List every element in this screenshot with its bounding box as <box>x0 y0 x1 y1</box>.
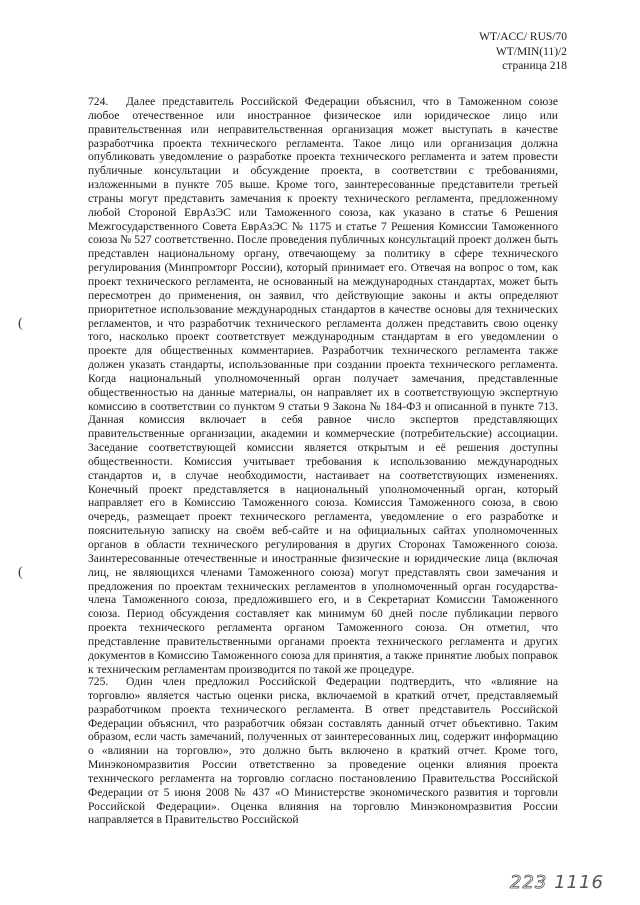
handwritten-page-number <box>510 872 604 893</box>
margin-mark: ( <box>18 316 23 331</box>
paragraph-text: Один член предложил Российской Федерации подтвердить, что «влияние на торговлю» является частью оценки риска, включаемой в краткий отчет, представляемый разработчиком проекта технического регламента. В ответ представитель Российской Федерации объяснил, что разработчик обязан составлять данный отчет объективно. Таким образом, если часть замечаний, полученных от заинтересованных лиц, содержит информацию о «влиянии на торговлю», это должно быть включено в краткий отчет. Кроме того, Минэкономразвития России ответственно за проведение оценки влияния проекта технического регламента на торговлю согласно постановлению Правительства Российской Федерации от 5 июня 2008 № 437 «О Министерстве экономического развития и торговли Российской Федерации». Оценка влияния на торговлю Минэкономразвития России направляется в Правительство Российской <box>88 675 558 827</box>
paragraph-724 <box>88 95 558 676</box>
handwritten-sheet-number: 1116 <box>554 872 604 893</box>
paragraph-text: Далее представитель Российской Федерации объяснил, что в Таможенном союзе любое отечественное или иностранное физическое или юридическое лицо или правительственная или неправительственная организация может выступать в качестве разработчика проекта технического регламента. Такое лицо или организация должна опубликовать уведомление о разработке проекта технического регламента и затем провести публичные консультации и обсуждение проекта, в соответствии с требованиями, изложенными в пункте 705 выше. Кроме того, заинтересованные представители третьей страны могут представить замечания к проекту технического регламента, предложенному любой Стороной ЕврАзЭС или Таможенного союза, как указано в статье 6 Решения Межгосударственного Совета ЕврАзЭС № 1175 и статье 7 Решения Комиссии Таможенного союза № 527 соответственно. После проведения публичных консультаций проект должен быть представлен национальному органу, отвечающему за политику в сфере технического регулирования (Минпромторг России), который принимает его. Отвечая на вопрос о том, как проект технического регламента, не основанный на международных стандартах, может быть пересмотрен до применения, он заявил, что действующие законы и акты определяют приоритетное использование международных стандартов в качестве основы для технических регламентов, и что разработчик технического регламента должен представить свою оценку того, насколько проект соответствует международным стандартам в его уведомлении о проекте для общественных комментариев. Разработчик технического регламента также должен указать стандарты, использованные при создании проекта технического регламента. Когда национальный уполномоченный орган получает замечания, представленные общественностью на данные материалы, он направляет их в соответствующую экспертную комиссию в соответствии со пунктом 9 статьи 9 Закона № 184-ФЗ и описанной в пункте 713. Данная комиссия включает в себя равное число экспертов представляющих правительственные организации, академии и коммерческие (потребительские) ассоциации. Заседание соответствующей комиссии является открытым и её решения доступны общественности. Комиссия учитывает требования к использованию международных стандартов и, в случае необходимости, настаивает на соответствующих изменениях. Конечный проект представляется в национальный уполномоченный орган, который направляет его в Комиссию Таможенного союза. Комиссия Таможенного союза, в свою очередь, размещает проект технического регламента, уведомление о его разработке и пояснительную записку на своём веб-сайте и на официальных сайтах уполномоченных органов в области технического регулирования в других Сторонах Таможенного союза. Заинтересованные отечественные и иностранные физические и юридические лица (включая лиц, не являющихся членами Таможенного союза) могут представлять свои замечания и предложения по проектам технических регламентов в уполномоченный орган государства-члена Таможенного союза, предложившего его, и в Секретариат Комиссии Таможенного союза. Период обсуждения составляет как минимум 60 дней после публикации первого проекта технического регламента органом Таможенного союза. Он отметил, что представление правительственными органами проекта технического регламента и других документов в Комиссию Таможенного союза для принятия, а также принятие любых поправок к техническим регламентам производится по такой же процедуре. <box>88 95 558 676</box>
margin-mark: ( <box>18 565 23 580</box>
paragraph-number: 725. <box>88 675 109 688</box>
page-label: страница 218 <box>502 60 567 72</box>
paragraph-number: 724. <box>88 95 109 108</box>
stamped-page-number: 223 <box>510 872 548 893</box>
document-header <box>479 30 567 74</box>
document-symbol-1: WT/ACC/ RUS/70 <box>479 31 567 43</box>
document-symbol-2: WT/MIN(11)/2 <box>495 45 567 58</box>
paragraph-725 <box>88 675 558 827</box>
